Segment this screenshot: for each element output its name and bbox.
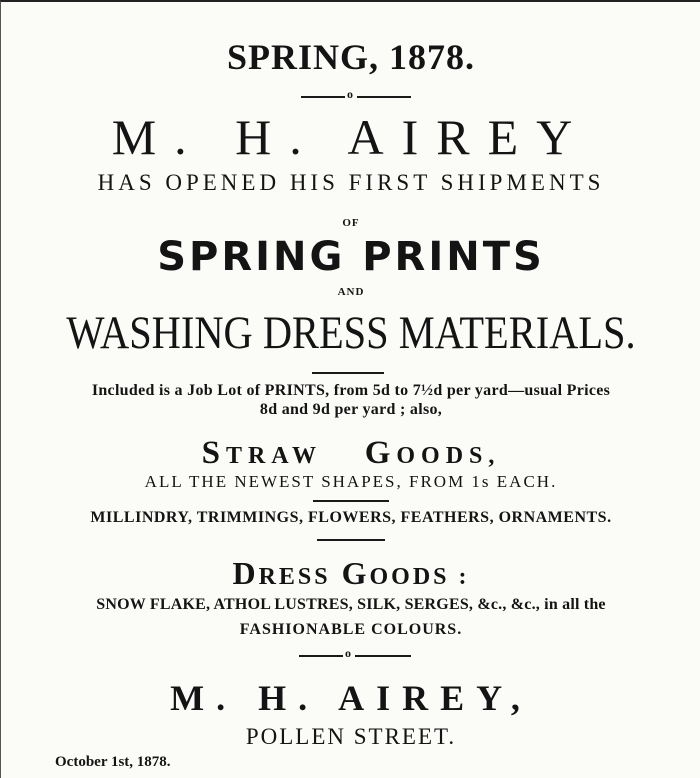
washing-materials-heading: WASHING DRESS MATERIALS. (66, 307, 636, 359)
season-heading: SPRING, 1878. (226, 37, 476, 77)
connector-of: OF (342, 217, 360, 229)
dress-goods-heading: DRESS GOODS : (232, 555, 470, 591)
colours-line: FASHIONABLE COLOURS. (239, 621, 463, 638)
advert-date: October 1st, 1878. (55, 754, 171, 770)
job-lot-line-1: Included is a Job Lot of PRINTS, from 5d to 7½d per yard—usual Prices (91, 382, 611, 399)
merchant-name-heading: M. H. AIREY (111, 109, 591, 165)
fabrics-line: SNOW FLAKE, ATHOL LUSTRES, SILK, SERGES, &c., &c., in all the (96, 596, 606, 613)
millinery-line: MILLINDRY, TRIMMINGS, FLOWERS, FEATHERS, ORNAMENTS. (90, 509, 612, 526)
divider-rule (312, 372, 384, 374)
spring-prints-heading: SPRING PRINTS (157, 234, 545, 280)
street-address: POLLEN STREET. (245, 724, 457, 749)
ornament-divider-bottom (1, 646, 700, 663)
divider-rule (313, 500, 389, 502)
ornament-circle: o (347, 87, 353, 101)
ornament-circle: o (345, 646, 351, 660)
connector-and: AND (337, 286, 365, 298)
job-lot-line-2: 8d and 9d per yard ; also, (259, 401, 443, 418)
shapes-line: ALL THE NEWEST SHAPES, FROM 1s EACH. (144, 472, 558, 491)
straw-goods-heading: STRAW GOODS, (201, 435, 501, 471)
announcement-line: HAS OPENED HIS FIRST SHIPMENTS (97, 170, 605, 195)
divider-rule (317, 539, 385, 541)
merchant-signature: M. H. AIREY, (170, 678, 532, 718)
ornament-divider-top (1, 87, 700, 104)
